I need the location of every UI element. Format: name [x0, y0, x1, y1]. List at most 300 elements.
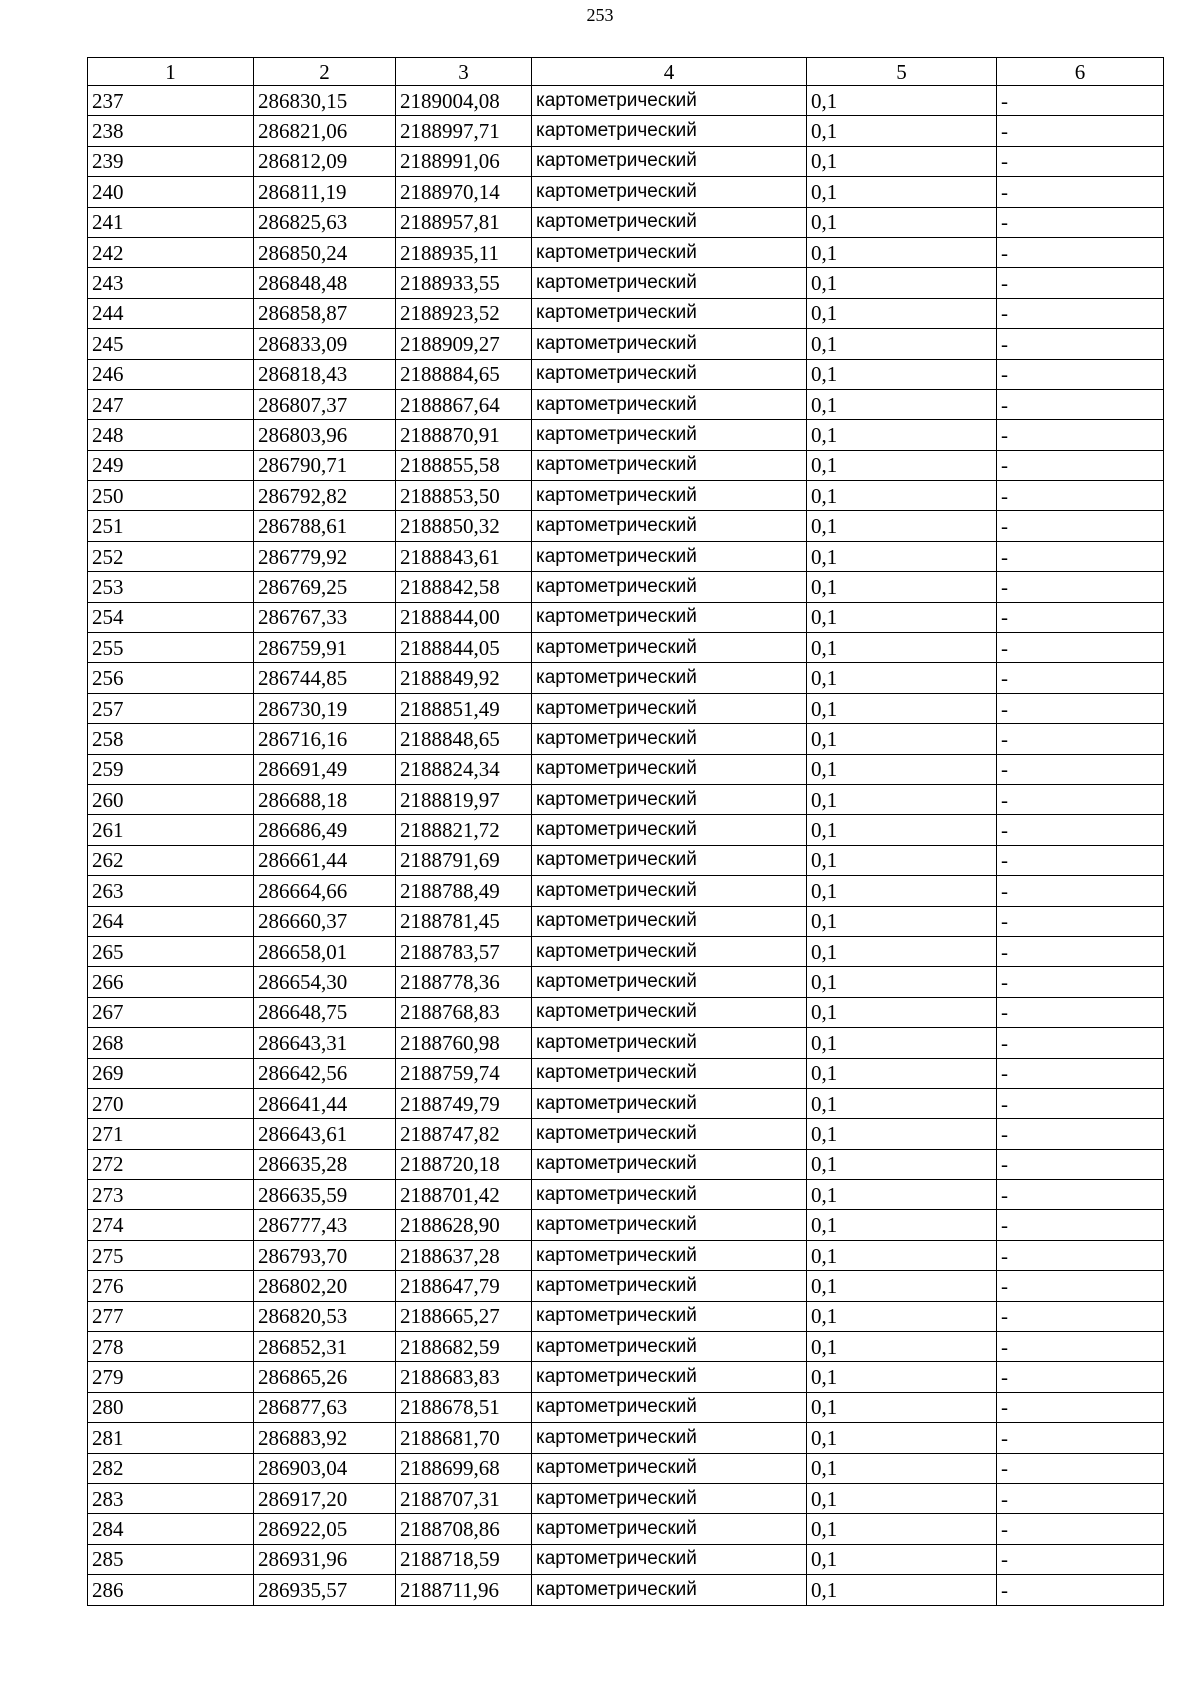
accuracy-cell: 0,1 [807, 633, 997, 663]
method-cell: картометрический [532, 1544, 807, 1574]
accuracy-cell: 0,1 [807, 1210, 997, 1240]
note-cell: - [997, 450, 1164, 480]
table-row [88, 1362, 1164, 1392]
note-cell: - [997, 1149, 1164, 1179]
method-cell: картометрический [532, 784, 807, 814]
point-number-cell: 282 [88, 1453, 254, 1483]
method-cell: картометрический [532, 906, 807, 936]
note-cell: - [997, 1575, 1164, 1605]
method-cell: картометрический [532, 1453, 807, 1483]
note-cell: - [997, 511, 1164, 541]
method-cell: картометрический [532, 420, 807, 450]
table-row [88, 815, 1164, 845]
accuracy-cell: 0,1 [807, 1483, 997, 1513]
y-coordinate-cell: 2189004,08 [396, 86, 532, 116]
note-cell: - [997, 815, 1164, 845]
method-cell: картометрический [532, 1332, 807, 1362]
point-number-cell: 285 [88, 1544, 254, 1574]
accuracy-cell: 0,1 [807, 1119, 997, 1149]
x-coordinate-cell: 286792,82 [254, 481, 396, 511]
table-row [88, 967, 1164, 997]
y-coordinate-cell: 2188870,91 [396, 420, 532, 450]
table-row [88, 936, 1164, 966]
x-coordinate-cell: 286643,31 [254, 1028, 396, 1058]
table-row [88, 207, 1164, 237]
accuracy-cell: 0,1 [807, 876, 997, 906]
column-header-2: 2 [254, 58, 396, 86]
method-cell: картометрический [532, 967, 807, 997]
note-cell: - [997, 329, 1164, 359]
y-coordinate-cell: 2188647,79 [396, 1271, 532, 1301]
y-coordinate-cell: 2188935,11 [396, 237, 532, 267]
x-coordinate-cell: 286903,04 [254, 1453, 396, 1483]
x-coordinate-cell: 286730,19 [254, 693, 396, 723]
point-number-cell: 260 [88, 784, 254, 814]
y-coordinate-cell: 2188819,97 [396, 784, 532, 814]
accuracy-cell: 0,1 [807, 602, 997, 632]
x-coordinate-cell: 286660,37 [254, 906, 396, 936]
point-number-cell: 261 [88, 815, 254, 845]
y-coordinate-cell: 2188681,70 [396, 1423, 532, 1453]
y-coordinate-cell: 2188665,27 [396, 1301, 532, 1331]
x-coordinate-cell: 286852,31 [254, 1332, 396, 1362]
accuracy-cell: 0,1 [807, 693, 997, 723]
x-coordinate-cell: 286790,71 [254, 450, 396, 480]
note-cell: - [997, 116, 1164, 146]
x-coordinate-cell: 286641,44 [254, 1088, 396, 1118]
method-cell: картометрический [532, 541, 807, 571]
point-number-cell: 279 [88, 1362, 254, 1392]
table-row [88, 1423, 1164, 1453]
accuracy-cell: 0,1 [807, 511, 997, 541]
note-cell: - [997, 1392, 1164, 1422]
table-header [88, 58, 1164, 86]
method-cell: картометрический [532, 1514, 807, 1544]
table-row [88, 663, 1164, 693]
point-number-cell: 257 [88, 693, 254, 723]
table-row [88, 845, 1164, 875]
table-row [88, 1483, 1164, 1513]
y-coordinate-cell: 2188678,51 [396, 1392, 532, 1422]
method-cell: картометрический [532, 1028, 807, 1058]
x-coordinate-cell: 286643,61 [254, 1119, 396, 1149]
note-cell: - [997, 1362, 1164, 1392]
x-coordinate-cell: 286802,20 [254, 1271, 396, 1301]
note-cell: - [997, 997, 1164, 1027]
point-number-cell: 238 [88, 116, 254, 146]
x-coordinate-cell: 286818,43 [254, 359, 396, 389]
point-number-cell: 268 [88, 1028, 254, 1058]
method-cell: картометрический [532, 754, 807, 784]
point-number-cell: 256 [88, 663, 254, 693]
y-coordinate-cell: 2188849,92 [396, 663, 532, 693]
x-coordinate-cell: 286821,06 [254, 116, 396, 146]
y-coordinate-cell: 2188884,65 [396, 359, 532, 389]
y-coordinate-cell: 2188720,18 [396, 1149, 532, 1179]
point-number-cell: 266 [88, 967, 254, 997]
x-coordinate-cell: 286833,09 [254, 329, 396, 359]
note-cell: - [997, 967, 1164, 997]
table-row [88, 633, 1164, 663]
y-coordinate-cell: 2188699,68 [396, 1453, 532, 1483]
method-cell: картометрический [532, 116, 807, 146]
note-cell: - [997, 1028, 1164, 1058]
y-coordinate-cell: 2188683,83 [396, 1362, 532, 1392]
x-coordinate-cell: 286803,96 [254, 420, 396, 450]
y-coordinate-cell: 2188844,00 [396, 602, 532, 632]
point-number-cell: 273 [88, 1180, 254, 1210]
method-cell: картометрический [532, 572, 807, 602]
x-coordinate-cell: 286658,01 [254, 936, 396, 966]
note-cell: - [997, 1088, 1164, 1118]
accuracy-cell: 0,1 [807, 237, 997, 267]
y-coordinate-cell: 2188708,86 [396, 1514, 532, 1544]
point-number-cell: 263 [88, 876, 254, 906]
x-coordinate-cell: 286850,24 [254, 237, 396, 267]
method-cell: картометрический [532, 1301, 807, 1331]
note-cell: - [997, 1271, 1164, 1301]
table-row [88, 481, 1164, 511]
point-number-cell: 252 [88, 541, 254, 571]
table-row [88, 693, 1164, 723]
table-row [88, 329, 1164, 359]
y-coordinate-cell: 2188778,36 [396, 967, 532, 997]
table-row [88, 1058, 1164, 1088]
note-cell: - [997, 876, 1164, 906]
x-coordinate-cell: 286825,63 [254, 207, 396, 237]
point-number-cell: 281 [88, 1423, 254, 1453]
note-cell: - [997, 481, 1164, 511]
table-row [88, 1088, 1164, 1118]
method-cell: картометрический [532, 146, 807, 176]
method-cell: картометрический [532, 1240, 807, 1270]
point-number-cell: 283 [88, 1483, 254, 1513]
x-coordinate-cell: 286716,16 [254, 724, 396, 754]
table-row [88, 237, 1164, 267]
point-number-cell: 262 [88, 845, 254, 875]
note-cell: - [997, 572, 1164, 602]
x-coordinate-cell: 286807,37 [254, 389, 396, 419]
x-coordinate-cell: 286877,63 [254, 1392, 396, 1422]
method-cell: картометрический [532, 663, 807, 693]
table-row [88, 1028, 1164, 1058]
method-cell: картометрический [532, 693, 807, 723]
method-cell: картометрический [532, 481, 807, 511]
table-row [88, 1575, 1164, 1605]
column-header-1: 1 [88, 58, 254, 86]
y-coordinate-cell: 2188855,58 [396, 450, 532, 480]
accuracy-cell: 0,1 [807, 268, 997, 298]
point-number-cell: 258 [88, 724, 254, 754]
accuracy-cell: 0,1 [807, 724, 997, 754]
point-number-cell: 243 [88, 268, 254, 298]
y-coordinate-cell: 2188791,69 [396, 845, 532, 875]
method-cell: картометрический [532, 1362, 807, 1392]
x-coordinate-cell: 286917,20 [254, 1483, 396, 1513]
table-row [88, 298, 1164, 328]
accuracy-cell: 0,1 [807, 359, 997, 389]
y-coordinate-cell: 2188628,90 [396, 1210, 532, 1240]
note-cell: - [997, 146, 1164, 176]
column-header-5: 5 [807, 58, 997, 86]
method-cell: картометрический [532, 298, 807, 328]
point-number-cell: 259 [88, 754, 254, 784]
table-row [88, 784, 1164, 814]
accuracy-cell: 0,1 [807, 389, 997, 419]
table-body [88, 86, 1164, 1606]
method-cell: картометрический [532, 268, 807, 298]
method-cell: картометрический [532, 1210, 807, 1240]
point-number-cell: 249 [88, 450, 254, 480]
y-coordinate-cell: 2188747,82 [396, 1119, 532, 1149]
accuracy-cell: 0,1 [807, 1028, 997, 1058]
note-cell: - [997, 754, 1164, 784]
note-cell: - [997, 1180, 1164, 1210]
x-coordinate-cell: 286779,92 [254, 541, 396, 571]
table-row [88, 754, 1164, 784]
note-cell: - [997, 86, 1164, 116]
table-row [88, 1119, 1164, 1149]
y-coordinate-cell: 2188637,28 [396, 1240, 532, 1270]
point-number-cell: 248 [88, 420, 254, 450]
accuracy-cell: 0,1 [807, 1240, 997, 1270]
y-coordinate-cell: 2188788,49 [396, 876, 532, 906]
table-row [88, 268, 1164, 298]
y-coordinate-cell: 2188824,34 [396, 754, 532, 784]
y-coordinate-cell: 2188781,45 [396, 906, 532, 936]
accuracy-cell: 0,1 [807, 1392, 997, 1422]
y-coordinate-cell: 2188707,31 [396, 1483, 532, 1513]
method-cell: картометрический [532, 177, 807, 207]
table-row [88, 997, 1164, 1027]
point-number-cell: 286 [88, 1575, 254, 1605]
accuracy-cell: 0,1 [807, 481, 997, 511]
y-coordinate-cell: 2188768,83 [396, 997, 532, 1027]
accuracy-cell: 0,1 [807, 572, 997, 602]
note-cell: - [997, 1544, 1164, 1574]
x-coordinate-cell: 286820,53 [254, 1301, 396, 1331]
method-cell: картометрический [532, 1271, 807, 1301]
accuracy-cell: 0,1 [807, 1058, 997, 1088]
point-number-cell: 277 [88, 1301, 254, 1331]
y-coordinate-cell: 2188842,58 [396, 572, 532, 602]
method-cell: картометрический [532, 876, 807, 906]
note-cell: - [997, 1301, 1164, 1331]
table-row [88, 1210, 1164, 1240]
column-header-3: 3 [396, 58, 532, 86]
y-coordinate-cell: 2188718,59 [396, 1544, 532, 1574]
x-coordinate-cell: 286931,96 [254, 1544, 396, 1574]
x-coordinate-cell: 286883,92 [254, 1423, 396, 1453]
note-cell: - [997, 633, 1164, 663]
point-number-cell: 253 [88, 572, 254, 602]
table-row [88, 1240, 1164, 1270]
method-cell: картометрический [532, 1088, 807, 1118]
y-coordinate-cell: 2188749,79 [396, 1088, 532, 1118]
point-number-cell: 245 [88, 329, 254, 359]
y-coordinate-cell: 2188997,71 [396, 116, 532, 146]
x-coordinate-cell: 286848,48 [254, 268, 396, 298]
method-cell: картометрический [532, 1149, 807, 1179]
x-coordinate-cell: 286759,91 [254, 633, 396, 663]
method-cell: картометрический [532, 1392, 807, 1422]
note-cell: - [997, 1483, 1164, 1513]
table-row [88, 876, 1164, 906]
accuracy-cell: 0,1 [807, 784, 997, 814]
point-number-cell: 275 [88, 1240, 254, 1270]
accuracy-cell: 0,1 [807, 177, 997, 207]
y-coordinate-cell: 2188991,06 [396, 146, 532, 176]
point-number-cell: 270 [88, 1088, 254, 1118]
note-cell: - [997, 359, 1164, 389]
point-number-cell: 237 [88, 86, 254, 116]
accuracy-cell: 0,1 [807, 86, 997, 116]
x-coordinate-cell: 286865,26 [254, 1362, 396, 1392]
x-coordinate-cell: 286769,25 [254, 572, 396, 602]
y-coordinate-cell: 2188844,05 [396, 633, 532, 663]
note-cell: - [997, 693, 1164, 723]
y-coordinate-cell: 2188933,55 [396, 268, 532, 298]
method-cell: картометрический [532, 237, 807, 267]
method-cell: картометрический [532, 815, 807, 845]
point-number-cell: 267 [88, 997, 254, 1027]
accuracy-cell: 0,1 [807, 967, 997, 997]
y-coordinate-cell: 2188850,32 [396, 511, 532, 541]
accuracy-cell: 0,1 [807, 1301, 997, 1331]
x-coordinate-cell: 286858,87 [254, 298, 396, 328]
accuracy-cell: 0,1 [807, 1362, 997, 1392]
table-row [88, 1301, 1164, 1331]
y-coordinate-cell: 2188957,81 [396, 207, 532, 237]
accuracy-cell: 0,1 [807, 815, 997, 845]
note-cell: - [997, 389, 1164, 419]
table-row [88, 1514, 1164, 1544]
table-row [88, 724, 1164, 754]
note-cell: - [997, 177, 1164, 207]
x-coordinate-cell: 286691,49 [254, 754, 396, 784]
method-cell: картометрический [532, 1575, 807, 1605]
point-number-cell: 255 [88, 633, 254, 663]
note-cell: - [997, 906, 1164, 936]
method-cell: картометрический [532, 1058, 807, 1088]
point-number-cell: 244 [88, 298, 254, 328]
method-cell: картометрический [532, 450, 807, 480]
x-coordinate-cell: 286812,09 [254, 146, 396, 176]
accuracy-cell: 0,1 [807, 1544, 997, 1574]
y-coordinate-cell: 2188711,96 [396, 1575, 532, 1605]
note-cell: - [997, 784, 1164, 814]
accuracy-cell: 0,1 [807, 1514, 997, 1544]
accuracy-cell: 0,1 [807, 997, 997, 1027]
y-coordinate-cell: 2188843,61 [396, 541, 532, 571]
table-row [88, 572, 1164, 602]
point-number-cell: 280 [88, 1392, 254, 1422]
method-cell: картометрический [532, 329, 807, 359]
accuracy-cell: 0,1 [807, 936, 997, 966]
method-cell: картометрический [532, 602, 807, 632]
point-number-cell: 251 [88, 511, 254, 541]
x-coordinate-cell: 286788,61 [254, 511, 396, 541]
table-row [88, 1271, 1164, 1301]
y-coordinate-cell: 2188848,65 [396, 724, 532, 754]
note-cell: - [997, 1058, 1164, 1088]
y-coordinate-cell: 2188701,42 [396, 1180, 532, 1210]
accuracy-cell: 0,1 [807, 1180, 997, 1210]
method-cell: картометрический [532, 207, 807, 237]
header-row [88, 58, 1164, 86]
point-number-cell: 254 [88, 602, 254, 632]
table-row [88, 1392, 1164, 1422]
accuracy-cell: 0,1 [807, 906, 997, 936]
method-cell: картометрический [532, 633, 807, 663]
note-cell: - [997, 268, 1164, 298]
table-row [88, 602, 1164, 632]
accuracy-cell: 0,1 [807, 116, 997, 146]
note-cell: - [997, 1514, 1164, 1544]
point-number-cell: 240 [88, 177, 254, 207]
method-cell: картометрический [532, 1483, 807, 1513]
note-cell: - [997, 1423, 1164, 1453]
x-coordinate-cell: 286635,59 [254, 1180, 396, 1210]
accuracy-cell: 0,1 [807, 1332, 997, 1362]
point-number-cell: 271 [88, 1119, 254, 1149]
accuracy-cell: 0,1 [807, 329, 997, 359]
point-number-cell: 239 [88, 146, 254, 176]
point-number-cell: 264 [88, 906, 254, 936]
table-row [88, 906, 1164, 936]
accuracy-cell: 0,1 [807, 845, 997, 875]
table-row [88, 359, 1164, 389]
accuracy-cell: 0,1 [807, 1271, 997, 1301]
point-number-cell: 242 [88, 237, 254, 267]
x-coordinate-cell: 286830,15 [254, 86, 396, 116]
accuracy-cell: 0,1 [807, 146, 997, 176]
point-number-cell: 278 [88, 1332, 254, 1362]
y-coordinate-cell: 2188821,72 [396, 815, 532, 845]
note-cell: - [997, 1210, 1164, 1240]
x-coordinate-cell: 286793,70 [254, 1240, 396, 1270]
note-cell: - [997, 602, 1164, 632]
method-cell: картометрический [532, 845, 807, 875]
table-row [88, 541, 1164, 571]
column-header-6: 6 [997, 58, 1164, 86]
accuracy-cell: 0,1 [807, 541, 997, 571]
x-coordinate-cell: 286767,33 [254, 602, 396, 632]
note-cell: - [997, 420, 1164, 450]
y-coordinate-cell: 2188909,27 [396, 329, 532, 359]
method-cell: картометрический [532, 86, 807, 116]
point-number-cell: 269 [88, 1058, 254, 1088]
accuracy-cell: 0,1 [807, 663, 997, 693]
method-cell: картометрический [532, 724, 807, 754]
note-cell: - [997, 845, 1164, 875]
x-coordinate-cell: 286744,85 [254, 663, 396, 693]
note-cell: - [997, 936, 1164, 966]
table-row [88, 1149, 1164, 1179]
point-number-cell: 265 [88, 936, 254, 966]
table-row [88, 420, 1164, 450]
method-cell: картометрический [532, 1119, 807, 1149]
coordinates-table [87, 57, 1164, 1606]
table-row [88, 511, 1164, 541]
method-cell: картометрический [532, 1180, 807, 1210]
x-coordinate-cell: 286661,44 [254, 845, 396, 875]
note-cell: - [997, 724, 1164, 754]
y-coordinate-cell: 2188759,74 [396, 1058, 532, 1088]
y-coordinate-cell: 2188682,59 [396, 1332, 532, 1362]
note-cell: - [997, 1119, 1164, 1149]
accuracy-cell: 0,1 [807, 420, 997, 450]
